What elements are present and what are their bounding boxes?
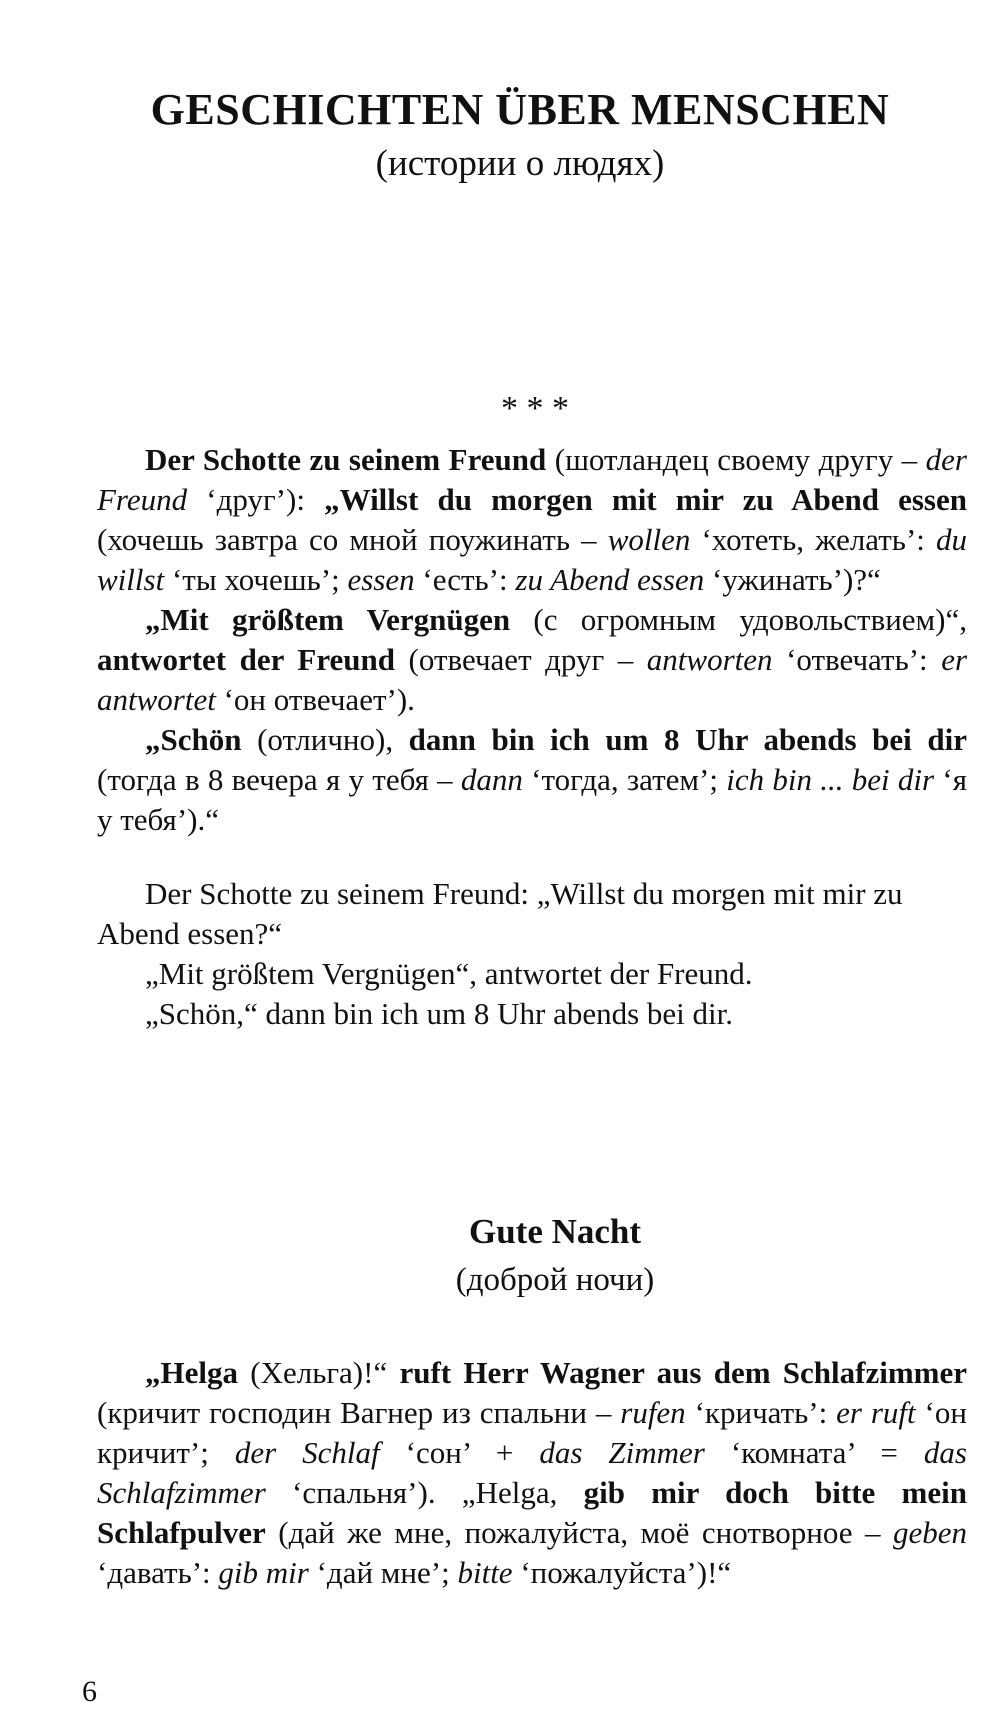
german-text-segment: ruft Herr Wagner aus dem Schlafzimmer (399, 1355, 967, 1390)
story2-subtitle: (доброй ночи) (455, 1262, 655, 1298)
translation-segment: (Хельга)!“ (238, 1355, 400, 1390)
german-text-segment: Der Schotte zu seinem Freund (145, 442, 547, 477)
translation-segment: ‘ты хочешь’; (164, 562, 348, 597)
glossed-word-segment: essen (347, 562, 415, 597)
story2-annotated-text (97, 1353, 967, 1593)
german-text-segment: „Willst du morgen mit mir zu Abend essen (324, 482, 967, 517)
translation-segment: ‘сон’ + (379, 1435, 540, 1470)
german-text-segment: dann bin ich um 8 Uhr abends bei dir (408, 722, 967, 757)
german-text-segment: „Mit größtem Vergnügen (145, 602, 511, 637)
translation-segment: (тогда в 8 вечера я у тебя – (97, 762, 461, 797)
translation-segment: ‘ужинать’)?“ (704, 562, 881, 597)
translation-segment: ‘он отвечает’). (215, 682, 415, 717)
german-text-segment: „Schön (145, 722, 242, 757)
glossed-word-segment: rufen (620, 1395, 686, 1430)
translation-segment: ‘есть’: (414, 562, 516, 597)
translation-segment: (отлично), (241, 722, 409, 757)
story1-plain-line-2: „Mit größtem Vergnügen“, antwortet der Freund. (145, 956, 753, 991)
translation-segment: ‘комната’ = (704, 1435, 924, 1470)
story1-paragraph-3 (97, 720, 967, 840)
translation-segment: ‘спальня’). „Helga, (265, 1475, 584, 1510)
glossed-word-segment: bitte (457, 1555, 513, 1590)
glossed-word-segment: dann (460, 762, 523, 797)
chapter-subtitle: (истории о людях) (375, 143, 665, 184)
section-separator: * * * (501, 390, 569, 427)
translation-segment: (с огромным удовольствием)“, (510, 602, 968, 637)
story2-paragraph-1 (97, 1353, 967, 1593)
german-text-segment: antwortet der Freund (97, 642, 396, 677)
translation-segment: ‘хотеть, желать’: (690, 522, 936, 557)
translation-segment: (дай же мне, пожалуйста, моё снотворное – (265, 1515, 893, 1550)
glossed-word-segment: geben (892, 1515, 967, 1550)
translation-segment: ‘друг’): (187, 482, 325, 517)
translation-segment: ‘дай мне’; (308, 1555, 458, 1590)
story1-plain-line-3: „Schön,“ dann bin ich um 8 Uhr abends bei dir. (145, 996, 734, 1031)
glossed-word-segment: das Zimmer (539, 1435, 705, 1470)
translation-segment: ‘я у тебя’).“ (97, 762, 967, 837)
story1-paragraph-1 (97, 440, 967, 600)
glossed-word-segment: antworten (646, 642, 773, 677)
glossed-word-segment: der Freund (97, 442, 967, 517)
glossed-word-segment: er antwortet (97, 642, 968, 717)
glossed-word-segment: der Schlaf (234, 1435, 380, 1470)
story1-annotated-text (97, 440, 967, 840)
translation-segment: ‘он кричит’; (97, 1395, 967, 1470)
german-text-segment: „Helga (145, 1355, 238, 1390)
page-number: 6 (82, 1675, 97, 1708)
story1-paragraph-2 (97, 600, 967, 720)
glossed-word-segment: zu Abend essen (515, 562, 705, 597)
translation-segment: (хочешь завтра со мной поужинать – (97, 522, 608, 557)
story1-plain-text (97, 874, 967, 1034)
story2-title: Gute Nacht (468, 1212, 642, 1251)
translation-segment: ‘отвечать’: (772, 642, 942, 677)
translation-segment: (шотландец своему другу – (546, 442, 926, 477)
german-text-segment: gib mir doch bitte mein Schlafpulver (97, 1475, 967, 1550)
story1-plain-line-1: Der Schotte zu seinem Freund: „Willst du morgen mit mir zu Abend essen?“ (97, 876, 903, 951)
translation-segment: ‘пожалуйста’)!“ (512, 1555, 732, 1590)
translation-segment: ‘давать’: (97, 1555, 219, 1590)
translation-segment: ‘кричать’: (685, 1395, 837, 1430)
translation-segment: (отвечает друг – (395, 642, 647, 677)
chapter-title: GESCHICHTEN ÜBER MENSCHEN (150, 85, 890, 134)
translation-segment: ‘тогда, затем’; (522, 762, 727, 797)
glossed-word-segment: du willst (97, 522, 967, 597)
glossed-word-segment: ich bin ... bei dir (726, 762, 935, 797)
glossed-word-segment: wollen (607, 522, 691, 557)
translation-segment: (кричит господин Вагнер из спальни – (97, 1395, 621, 1430)
glossed-word-segment: er ruft (836, 1395, 916, 1430)
glossed-word-segment: gib mir (218, 1555, 309, 1590)
glossed-word-segment: das Schlafzimmer (97, 1435, 967, 1510)
